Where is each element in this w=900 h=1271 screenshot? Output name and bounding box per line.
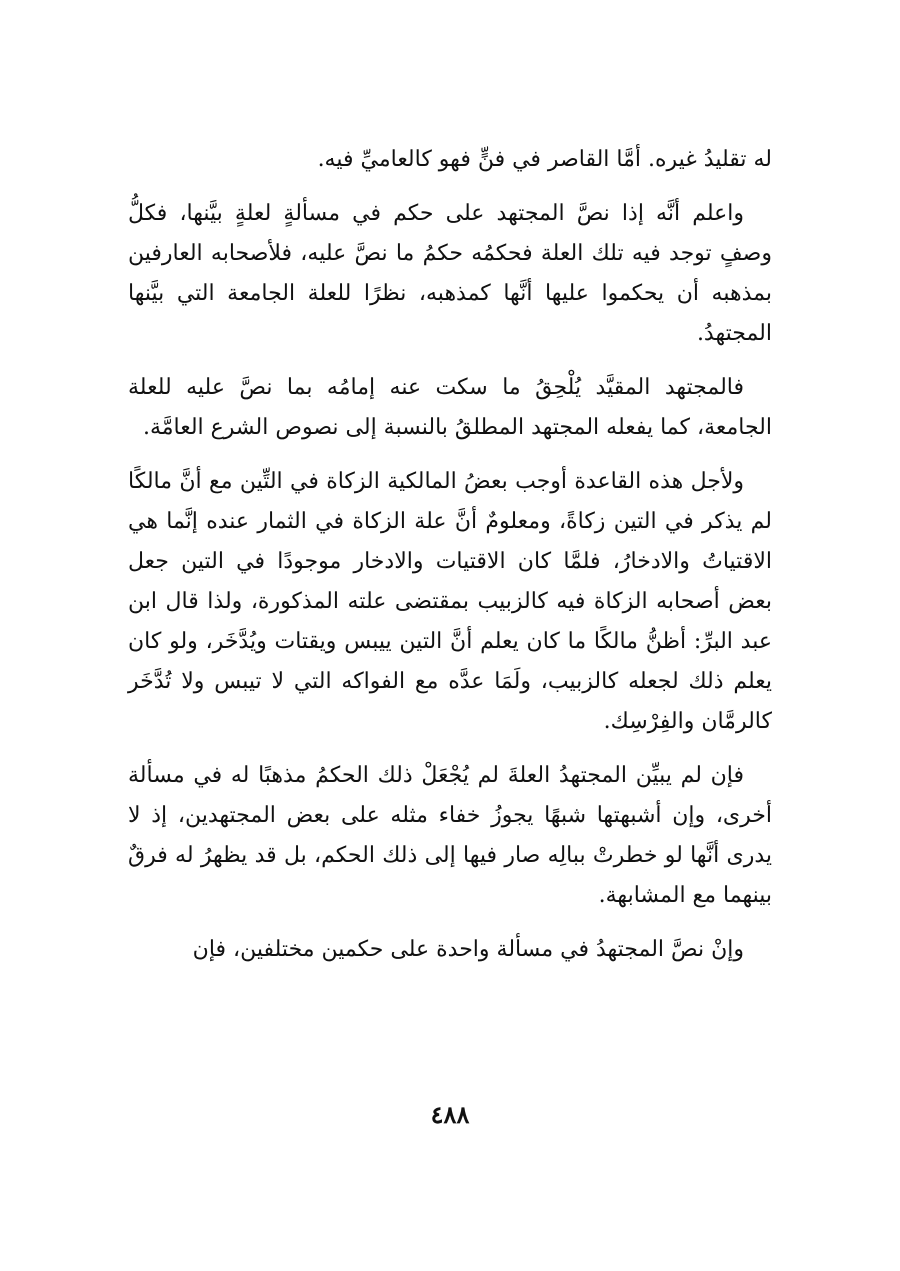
paragraph-4: ولأجل هذه القاعدة أوجب بعضُ المالكية الزكاة في التِّين مع أنَّ مالكًا لم يذكر في التين زكاةً، ومعلومٌ أنَّ علة الزكاة في الثمار عنده إنَّما هي الاقتياتُ والادخارُ، فلمَّا كان الاقتيات والادخار موجودًا في التين جعل بعض أصحابه الزكاة فيه كالزبيب بمقتضى علته المذكورة، ولذا قال ابن عبد البرِّ: أظنُّ مالكًا ما كان يعلم أنَّ التين ييبس ويقتات ويُدَّخَر، ولو كان يعلم ذلك لجعله كالزبيب، ولَمَا عدَّه مع الفواكه التي لا تيبس ولا تُدَّخَر كالرمَّان والفِرْسِك. <box>128 469 772 734</box>
paragraph-2: واعلم أنَّه إذا نصَّ المجتهد على حكم في مسألةٍ لعلةٍ بيَّنها، فكلُّ وصفٍ توجد فيه تلك العلة فحكمُه حكمُ ما نصَّ عليه، فلأصحابه العارفين بمذهبه أن يحكموا عليها أنَّها كمذهبه، نظرًا للعلة الجامعة التي بيَّنها المجتهدُ. <box>128 201 772 346</box>
paragraph-1: له تقليدُ غيره. أمَّا القاصر في فنٍّ فهو كالعاميِّ فيه. <box>317 147 772 172</box>
paragraph-3: فالمجتهد المقيَّد يُلْحِقُ ما سكت عنه إمامُه بما نصَّ عليه للعلة الجامعة، كما يفعله المجتهد المطلقُ بالنسبة إلى نصوص الشرع العامَّة. <box>128 375 772 440</box>
page-number: ٤٨٨ <box>430 1100 470 1129</box>
body-text <box>128 140 772 984</box>
paragraph-5: فإن لم يبيِّن المجتهدُ العلةَ لم يُجْعَلْ ذلك الحكمُ مذهبًا له في مسألة أخرى، وإن أشبهتها شبهًا يجوزُ خفاء مثله على بعض المجتهدين، إذ لا يدرى أنَّها لو خطرتْ ببالِه صار فيها إلى ذلك الحكم، بل قد يظهرُ له فرقٌ بينهما مع المشابهة. <box>128 763 772 908</box>
paragraph-6: وإنْ نصَّ المجتهدُ في مسألة واحدة على حكمين مختلفين، فإن <box>192 937 744 962</box>
